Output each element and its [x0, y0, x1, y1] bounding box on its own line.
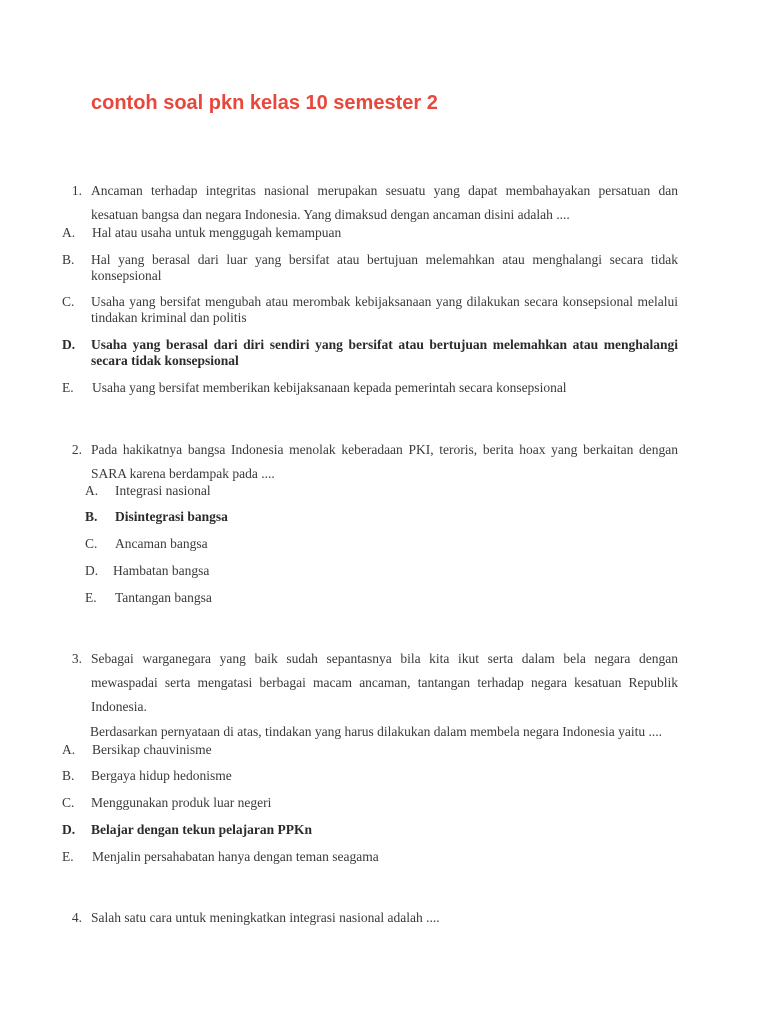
option-text: Integrasi nasional [115, 483, 211, 498]
question-text: Ancaman terhadap integritas nasional merupakan sesuatu yang dapat membahayakan persatuan dan kesatuan bangsa dan negara Indonesia. Yang dimaksud dengan ancaman disini adalah .... [91, 183, 678, 222]
option-text: Hambatan bangsa [113, 563, 210, 578]
question-number: 1. [71, 183, 82, 198]
option-letter: A. [85, 483, 99, 498]
option-letter: E. [62, 380, 74, 395]
option-text: Menjalin persahabatan hanya dengan teman seagama [92, 849, 379, 864]
option-letter: D. [85, 563, 99, 578]
option-letter: C. [62, 795, 75, 810]
option-text: Hal yang berasal dari luar yang bersifat atau bertujuan melemahkan atau menghalangi secara tidak konsepsional [91, 252, 678, 283]
page-title: contoh soal pkn kelas 10 semester 2 [91, 92, 438, 114]
question-number: 2. [71, 442, 82, 457]
option-letter: C. [62, 294, 75, 309]
option-letter: B. [85, 509, 98, 524]
option-text: Bergaya hidup hedonisme [91, 768, 232, 783]
option-text: Ancaman bangsa [115, 536, 208, 551]
question-number: 4. [71, 910, 82, 925]
option-text-answer: Belajar dengan tekun pelajaran PPKn [91, 822, 313, 837]
option-letter: B. [62, 768, 75, 783]
option-text: Hal atau usaha untuk menggugah kemampuan [92, 225, 342, 240]
option-text: Menggunakan produk luar negeri [91, 795, 272, 810]
option-letter: C. [85, 536, 98, 551]
option-text: Usaha yang bersifat memberikan kebijaksanaan kepada pemerintah secara konsepsional [92, 380, 567, 395]
option-letter: E. [85, 590, 97, 605]
question-text: Sebagai warganegara yang baik sudah sepantasnya bila kita ikut serta dalam bela negara dengan mewaspadai serta mengatasi berbagai macam ancaman, tantangan terhadap negara kesatuan Republik Indonesia. [91, 651, 678, 714]
option-text: Usaha yang bersifat mengubah atau merombak kebijaksanaan yang dilakukan secara konsepsional melalui tindakan kriminal dan politis [91, 294, 678, 325]
option-text-answer: Disintegrasi bangsa [115, 509, 228, 524]
question-text: Salah satu cara untuk meningkatkan integrasi nasional adalah .... [91, 910, 440, 925]
option-letter: A. [62, 225, 76, 240]
option-text-answer: Usaha yang berasal dari diri sendiri yang bersifat atau bertujuan melemahkan atau menghalangi secara tidak konsepsional [91, 337, 678, 368]
question-text: Pada hakikatnya bangsa Indonesia menolak keberadaan PKI, teroris, berita hoax yang berkaitan dengan SARA karena berdampak pada .... [91, 442, 678, 481]
option-letter: D. [62, 822, 76, 837]
option-text: Bersikap chauvinisme [92, 742, 212, 757]
option-letter: A. [62, 742, 76, 757]
question-stem: Berdasarkan pernyataan di atas, tindakan yang harus dilakukan dalam membela negara Indonesia yaitu .... [90, 724, 663, 739]
option-letter: E. [62, 849, 74, 864]
option-text: Tantangan bangsa [115, 590, 212, 605]
question-number: 3. [71, 651, 82, 666]
option-letter: D. [62, 337, 76, 352]
option-letter: B. [62, 252, 75, 267]
